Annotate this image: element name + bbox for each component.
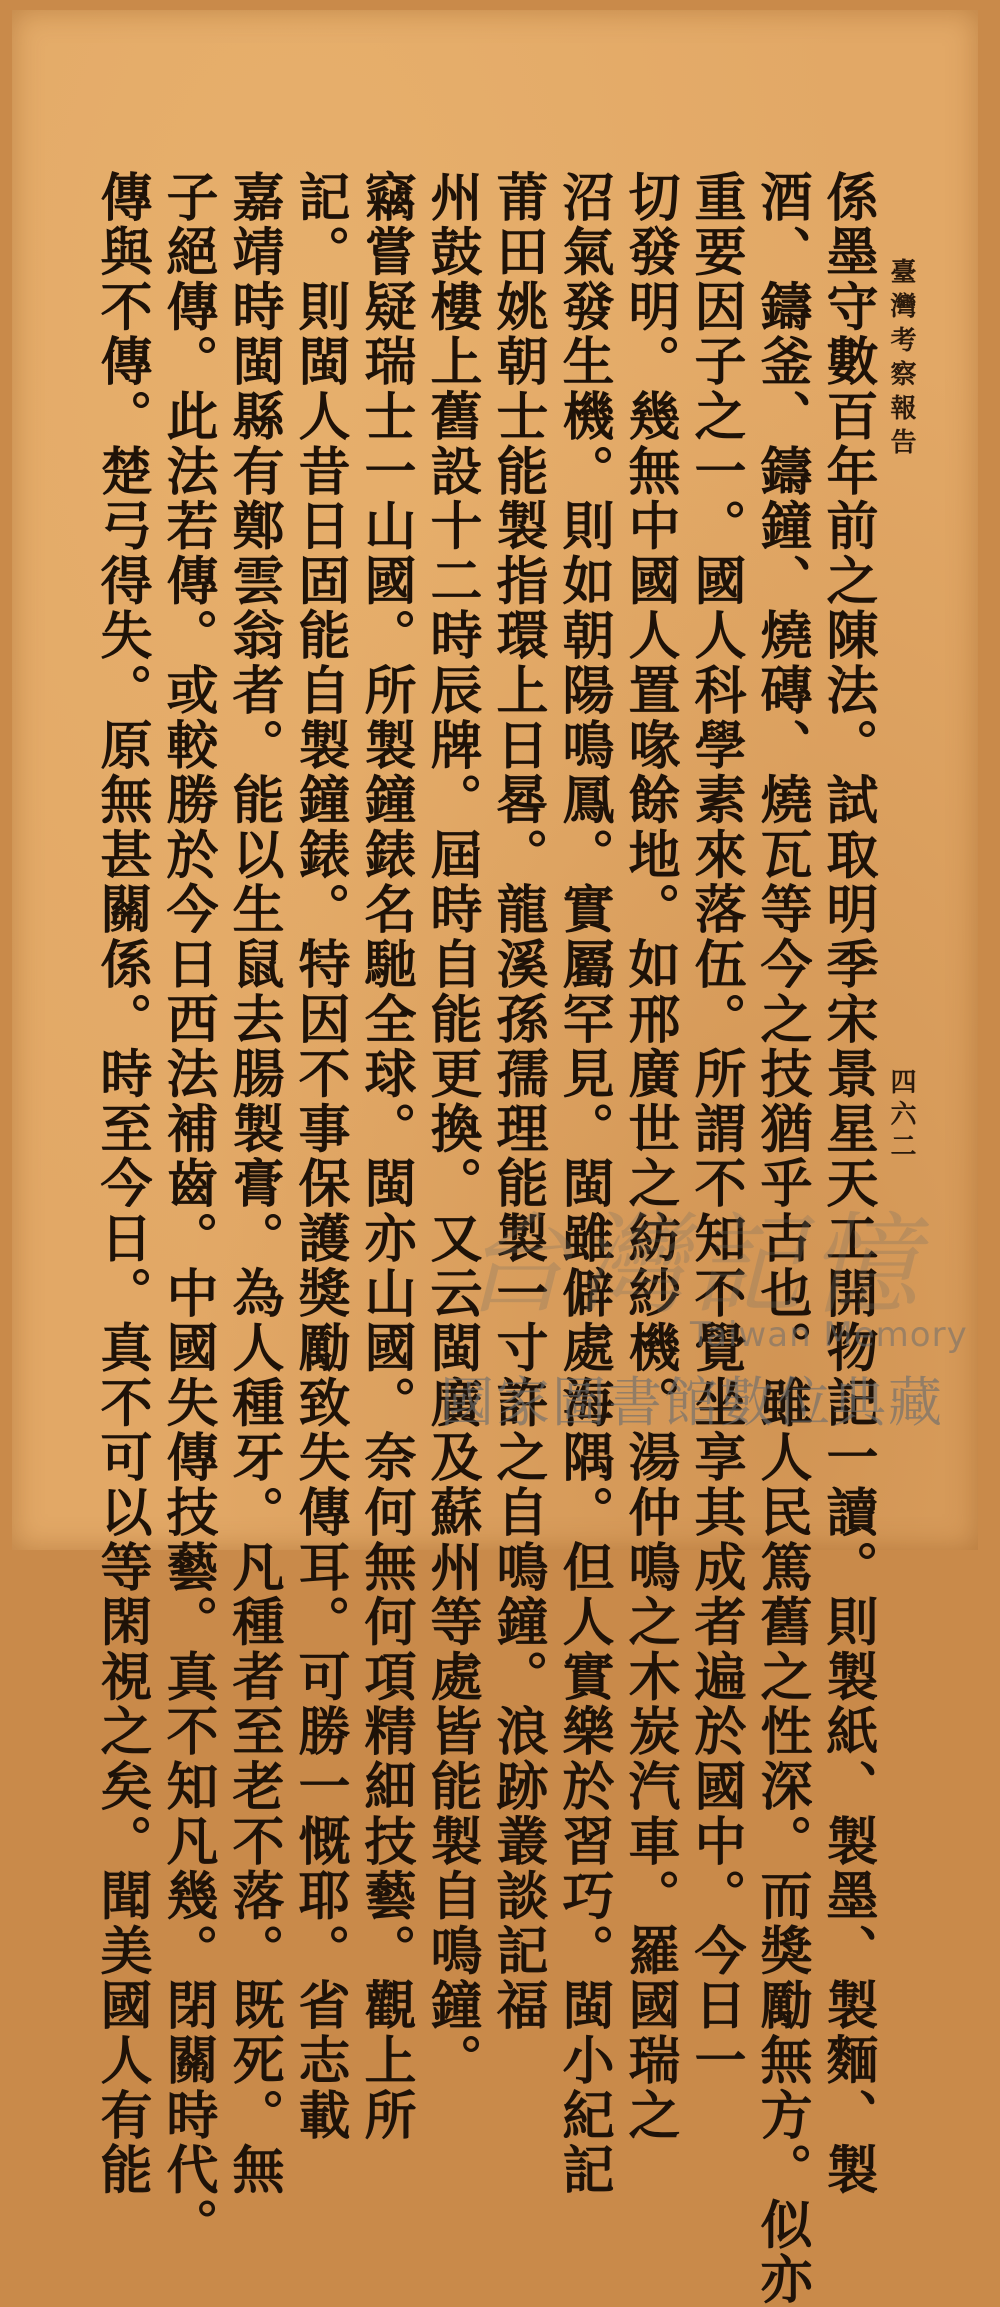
text-column-2: 酒、鑄釜、鑄鐘、燒磚、燒瓦等今之技猶乎古也。雖人民篤舊之性深。而獎勵無方。似亦 xyxy=(751,170,812,2307)
text-column-4: 切發明。幾無中國人置喙餘地。如邢廣世之紡紗機。湯仲鳴之木炭汽車。羅國瑞之 xyxy=(619,170,680,2143)
watermark-english: Taiwan Memory xyxy=(690,1315,968,1355)
text-column-12: 傳與不傳。楚弓得失。原無甚關係。時至今日。真不可以等閑視之矣。聞美國人有能 xyxy=(91,170,152,2198)
page-number: 四六二 xyxy=(886,1068,916,1164)
running-head: 臺灣考察報告 xyxy=(886,258,916,462)
text-column-11: 子絕傳。此法若傳。或較勝於今日西法補齒。中國失傳技藝。真不知凡幾。閉關時代。 xyxy=(157,170,218,2253)
text-column-1: 係墨守數百年前之陳法。試取明季宋景星天工開物記一讀。則製紙、製墨、製麵、製 xyxy=(817,170,878,2198)
text-column-5: 沼氣發生機。則如朝陽鳴鳳。實屬罕見。閩雖僻處海隅。但人實樂於習巧。閩小紀記 xyxy=(553,170,614,2198)
text-column-10: 嘉靖時閩縣有鄭雲翁者。能以生鼠去腸製膏。為人種牙。凡種者至老不落。既死。無 xyxy=(223,170,284,2198)
text-column-7: 州鼓樓上舊設十二時辰牌。屆時自能更換。又云閩廣及蘇州等處皆能製自鳴鐘。 xyxy=(421,170,482,2088)
watermark-seal: 台灣記憶 xyxy=(460,1201,924,1329)
text-column-9: 記。則閩人昔日固能自製鐘錶。特因不事保護獎勵致失傳耳。可勝一慨耶。省志載 xyxy=(289,170,350,2143)
text-column-3: 重要因子之一。國人科學素來落伍。所謂不知不覺坐享其成者遍於國中。今日一 xyxy=(685,170,746,2088)
text-column-6: 莆田姚朝士能製指環上日晷。龍溪孫孺理能製一寸許之自鳴鐘。浪跡叢談記福 xyxy=(487,170,548,2034)
text-column-8: 竊嘗疑瑞士一山國。所製鐘錶名馳全球。閩亦山國。奈何無何項精細技藝。觀上所 xyxy=(355,170,416,2143)
watermark xyxy=(440,1200,968,1440)
watermark-chinese: 國家圖書館數位典藏 xyxy=(440,1371,944,1434)
